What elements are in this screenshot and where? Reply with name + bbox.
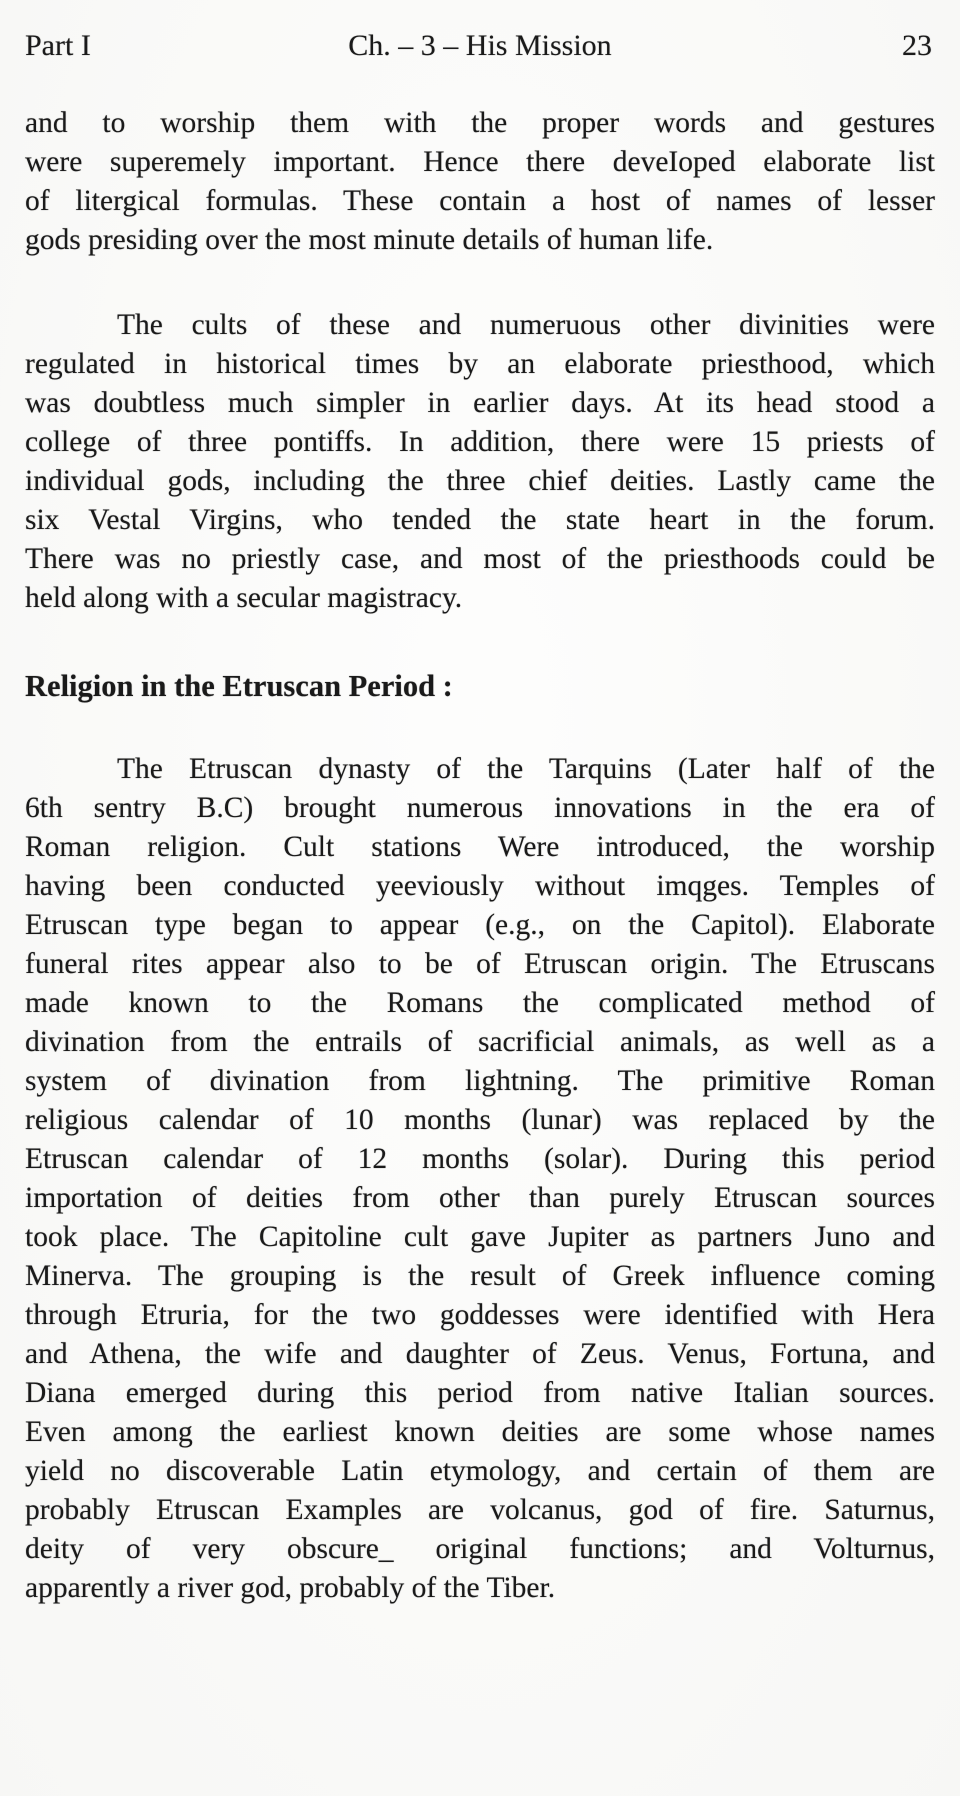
text-line: of litergical formulas. These contain a host of names of lesser — [25, 185, 935, 217]
text-line: were superemely important. Hence there deveIoped elaborate list — [25, 146, 935, 178]
text-line: and Athena, the wife and daughter of Zeus. Venus, Fortuna, and — [25, 1338, 935, 1370]
text-line: deity of very obscure_ original functions; and Volturnus, — [25, 1533, 935, 1565]
text-line: made known to the Romans the complicated method of — [25, 987, 935, 1019]
text-line: regulated in historical times by an elaborate priesthood, which — [25, 348, 935, 380]
text-line: There was no priestly case, and most of the priesthoods could be — [25, 543, 935, 575]
text-line: individual gods, including the three chief deities. Lastly came the — [25, 465, 935, 497]
text-line: having been conducted yeeviously without imqges. Temples of — [25, 870, 935, 902]
paragraph — [25, 104, 935, 260]
text-line: yield no discoverable Latin etymology, and certain of them are — [25, 1455, 935, 1487]
text-line: Diana emerged during this period from native Italian sources. — [25, 1377, 935, 1409]
text-line: through Etruria, for the two goddesses were identified with Hera — [25, 1299, 935, 1331]
text-line: and to worship them with the proper words and gestures — [25, 107, 935, 139]
text-line: was doubtless much simpler in earlier days. At its head stood a — [25, 387, 935, 419]
paragraph — [25, 750, 935, 1608]
paragraph — [25, 306, 935, 618]
text-line: religious calendar of 10 months (lunar) was replaced by the — [25, 1104, 935, 1136]
text-line: apparently a river god, probably of the Tiber. — [25, 1572, 556, 1604]
text-line: Etruscan type began to appear (e.g., on the Capitol). Elaborate — [25, 909, 935, 941]
text-line: divination from the entrails of sacrificial animals, as well as a — [25, 1026, 935, 1058]
text-line: importation of deities from other than purely Etruscan sources — [25, 1182, 935, 1214]
text-line: Etruscan calendar of 12 months (solar). During this period — [25, 1143, 935, 1175]
text-line: held along with a secular magistracy. — [25, 582, 463, 614]
page-header — [0, 0, 960, 66]
header-part-label: Part I — [25, 29, 91, 62]
text-line: The Etruscan dynasty of the Tarquins (Later half of the — [117, 753, 935, 785]
text-line: The cults of these and numeruous other divinities were — [117, 309, 935, 341]
text-line: Even among the earliest known deities are some whose names — [25, 1416, 935, 1448]
text-line: probably Etruscan Examples are volcanus, god of fire. Saturnus, — [25, 1494, 935, 1526]
text-line: 6th sentry B.C) brought numerous innovations in the era of — [25, 792, 935, 824]
text-line: funeral rites appear also to be of Etruscan origin. The Etruscans — [25, 948, 935, 980]
header-chapter-title: Ch. – 3 – His Mission — [348, 29, 612, 62]
text-line: Minerva. The grouping is the result of Greek influence coming — [25, 1260, 935, 1292]
text-line: took place. The Capitoline cult gave Jupiter as partners Juno and — [25, 1221, 935, 1253]
page-body — [0, 104, 960, 1608]
text-line: six Vestal Virgins, who tended the state heart in the forum. — [25, 504, 935, 536]
text-line: Roman religion. Cult stations Were introduced, the worship — [25, 831, 935, 863]
text-line: gods presiding over the most minute details of human life. — [25, 224, 714, 256]
text-line: college of three pontiffs. In addition, there were 15 priests of — [25, 426, 935, 458]
header-page-number: 23 — [902, 29, 932, 62]
text-line: system of divination from lightning. The primitive Roman — [25, 1065, 935, 1097]
section-heading: Religion in the Etruscan Period : — [25, 669, 453, 703]
